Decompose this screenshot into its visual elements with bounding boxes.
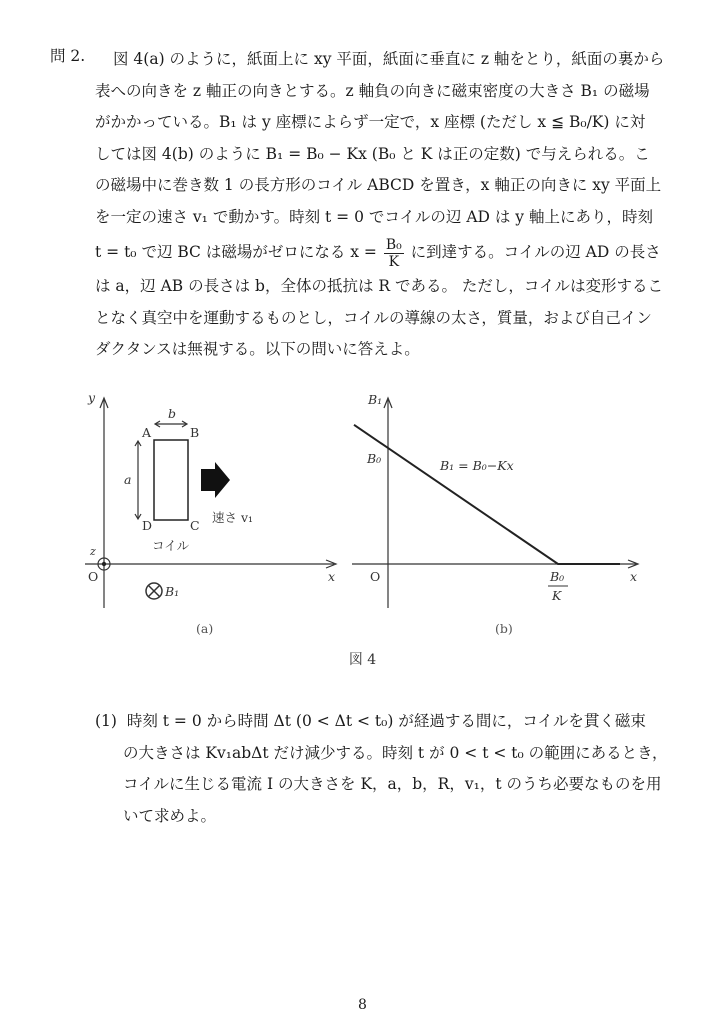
figure-4b	[340, 388, 650, 618]
figure-caption: 図 4	[348, 652, 377, 668]
figure-4a	[80, 388, 350, 618]
question-line: ダクタンスは無視する。以下の問いに答えよ。	[95, 340, 420, 358]
fraction-denominator: K	[388, 253, 400, 270]
corner-b-label: B	[190, 425, 200, 440]
question-line: 表への向きを z 軸正の向きとする。z 軸負の向きに磁束密度の大きさ B₁ の磁場	[95, 81, 650, 100]
fraction-b0-over-k	[384, 238, 404, 269]
coil-rectangle	[154, 440, 188, 520]
question-number: 問 2.	[50, 47, 86, 65]
dimension-b-label: b	[168, 406, 177, 421]
question-line: 図 4(a) のように，紙面上に xy 平面，紙面に垂直に z 軸をとり，紙面の裏から	[113, 50, 665, 68]
subquestion-number: (1)	[95, 712, 117, 730]
line7-before: t = t₀ で辺 BC は磁場がゼロになる x =	[95, 243, 382, 261]
question-line-with-fraction	[95, 233, 685, 271]
figure-4a-sublabel: (a)	[196, 621, 214, 636]
question-line: は a，辺 AB の長さは b，全体の抵抗は R である。 ただし，コイルは変形するこ	[95, 277, 663, 295]
corner-d-label: D	[142, 518, 153, 533]
x-axis-label: x	[328, 569, 336, 584]
y-intercept-label: B₀	[367, 451, 382, 466]
page-number: 8	[358, 997, 367, 1013]
question-line: となく真空中を運動するものとし，コイルの導線の太さ，質量，および自己イン	[95, 308, 652, 327]
figure-4b-sublabel: (b)	[495, 621, 513, 636]
corner-a-label: A	[142, 425, 152, 440]
equation-label: B₁ = B₀−Kx	[440, 458, 514, 473]
question-body	[95, 44, 685, 366]
subquestion-line	[95, 706, 695, 738]
x-intercept-denominator: K	[552, 588, 562, 603]
origin-label: O	[88, 569, 99, 584]
subquestion-line-text: 時刻 t = 0 から時間 Δt (0 < Δt < t₀) が経過する間に，コイルを貫く磁束	[126, 712, 646, 730]
z-axis-label: z	[90, 545, 96, 558]
subquestion-line: いて求めよ。	[123, 806, 217, 825]
field-label: B₁	[165, 584, 180, 599]
coil-label: コイル	[152, 538, 190, 553]
x-axis-label: x	[630, 569, 638, 584]
series-line-b1	[354, 425, 620, 564]
line7-after: に到達する。コイルの辺 AD の長さ	[405, 243, 661, 261]
z-axis-dot	[102, 562, 106, 566]
speed-label: 速さ v₁	[212, 510, 254, 525]
dimension-a-label: a	[124, 472, 132, 487]
b1-axis-label: B₁	[368, 392, 383, 407]
subquestion-line: コイルに生じる電流 I の大きさを K，a，b，R，v₁，t のうち必要なものを用	[123, 775, 662, 793]
fraction-numerator: B₀	[385, 236, 402, 253]
velocity-arrow	[201, 462, 230, 498]
x-intercept-numerator: B₀	[550, 569, 565, 584]
subquestion-line: の大きさは Kv₁abΔt だけ減少する。時刻 t が 0 < t < t₀ の範囲にあるとき，	[123, 743, 668, 762]
question-line: しては図 4(b) のように B₁ = B₀ − Kx (B₀ と K は正の定数) で与えられる。こ	[95, 144, 650, 163]
y-axis-label: y	[88, 390, 96, 405]
question-line: を一定の速さ v₁ で動かす。時刻 t = 0 でコイルの辺 AD は y 軸上にあり，時刻	[95, 207, 653, 226]
corner-c-label: C	[190, 518, 200, 533]
origin-label: O	[370, 569, 381, 584]
question-line: の磁場中に巻き数 1 の長方形のコイル ABCD を置き，x 軸正の向きに xy 平面上	[95, 176, 662, 194]
subquestion-1	[95, 706, 695, 832]
question-line: がかかっている。B₁ は y 座標によらず一定で，x 座標 (ただし x ≦ B₀/K) に対	[95, 113, 646, 131]
